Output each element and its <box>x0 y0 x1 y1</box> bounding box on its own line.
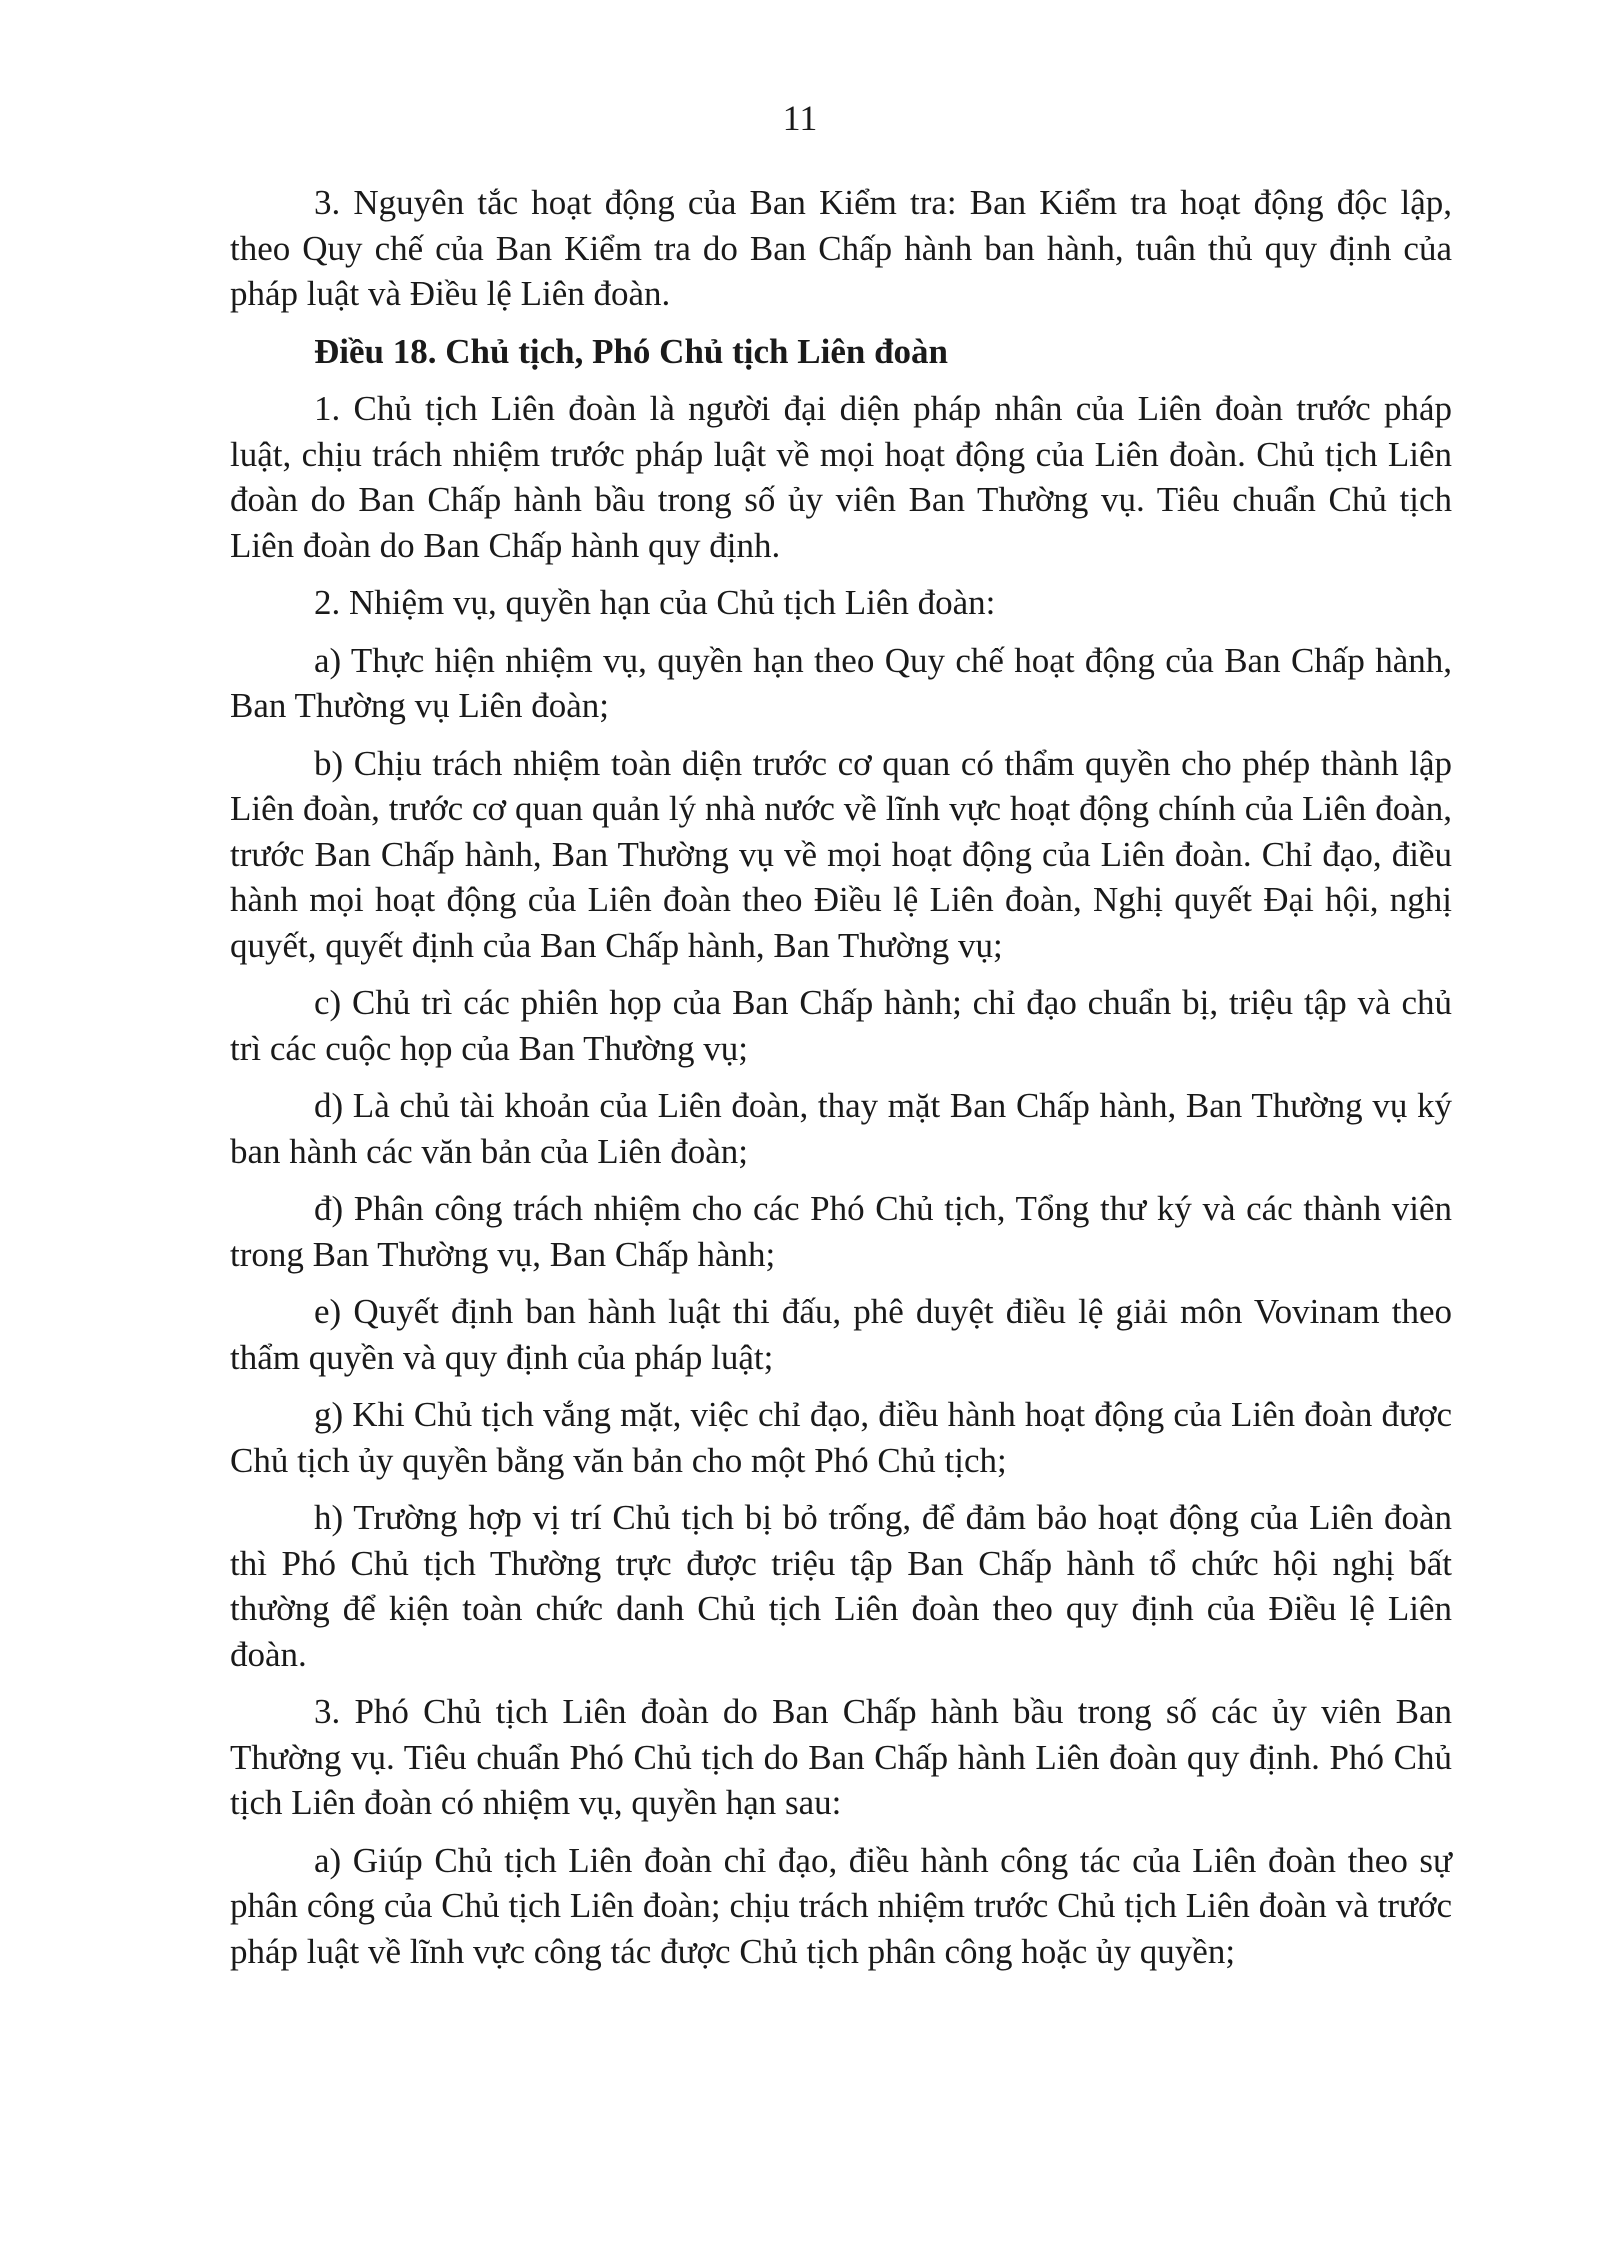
paragraph-vice-president: 3. Phó Chủ tịch Liên đoàn do Ban Chấp hành bầu trong số các ủy viên Ban Thường vụ. Tiêu chuẩn Phó Chủ tịch do Ban Chấp hành Liên đoàn quy định. Phó Chủ tịch Liên đoàn có nhiệm vụ, quyền hạn sau: <box>230 1692 1452 1822</box>
list-item-h: h) Trường hợp vị trí Chủ tịch bị bỏ trống, để đảm bảo hoạt động của Liên đoàn thì Phó Chủ tịch Thường trực được triệu tập Ban Chấp hành tổ chức hội nghị bất thường để kiện toàn chức danh Chủ tịch Liên đoàn theo quy định của Điều lệ Liên đoàn. <box>230 1498 1452 1674</box>
list-item-b: b) Chịu trách nhiệm toàn diện trước cơ quan có thẩm quyền cho phép thành lập Liên đoàn, trước cơ quan quản lý nhà nước về lĩnh vực hoạt động chính của Liên đoàn, trước Ban Chấp hành, Ban Thường vụ về mọi hoạt động của Liên đoàn. Chỉ đạo, điều hành mọi hoạt động của Liên đoàn theo Điều lệ Liên đoàn, Nghị quyết Đại hội, nghị quyết, quyết định của Ban Chấp hành, Ban Thường vụ; <box>230 743 1452 965</box>
list-item-d: d) Là chủ tài khoản của Liên đoàn, thay mặt Ban Chấp hành, Ban Thường vụ ký ban hành các văn bản của Liên đoàn; <box>230 1086 1452 1171</box>
paragraph-president-definition: 1. Chủ tịch Liên đoàn là người đại diện pháp nhân của Liên đoàn trước pháp luật, chịu trách nhiệm trước pháp luật về mọi hoạt động của Liên đoàn. Chủ tịch Liên đoàn do Ban Chấp hành bầu trong số ủy viên Ban Thường vụ. Tiêu chuẩn Chủ tịch Liên đoàn do Ban Chấp hành quy định. <box>230 389 1452 565</box>
list-item-dd: đ) Phân công trách nhiệm cho các Phó Chủ tịch, Tổng thư ký và các thành viên trong Ban Thường vụ, Ban Chấp hành; <box>230 1189 1452 1274</box>
paragraph-inspection-principles: 3. Nguyên tắc hoạt động của Ban Kiểm tra: Ban Kiểm tra hoạt động độc lập, theo Quy chế của Ban Kiểm tra do Ban Chấp hành ban hành, tuân thủ quy định của pháp luật và Điều lệ Liên đoàn. <box>230 183 1452 313</box>
list-item-c: c) Chủ trì các phiên họp của Ban Chấp hành; chỉ đạo chuẩn bị, triệu tập và chủ trì các cuộc họp của Ban Thường vụ; <box>230 983 1452 1068</box>
document-body <box>230 180 1452 1986</box>
list-item-g: g) Khi Chủ tịch vắng mặt, việc chỉ đạo, điều hành hoạt động của Liên đoàn được Chủ tịch ủy quyền bằng văn bản cho một Phó Chủ tịch; <box>230 1395 1452 1480</box>
page-number: 11 <box>782 98 818 138</box>
paragraph-president-duties-intro: 2. Nhiệm vụ, quyền hạn của Chủ tịch Liên đoàn: <box>314 583 996 622</box>
list-item-e: e) Quyết định ban hành luật thi đấu, phê duyệt điều lệ giải môn Vovinam theo thẩm quyền và quy định của pháp luật; <box>230 1292 1452 1377</box>
vice-president-item-a: a) Giúp Chủ tịch Liên đoàn chỉ đạo, điều hành công tác của Liên đoàn theo sự phân công của Chủ tịch Liên đoàn; chịu trách nhiệm trước Chủ tịch Liên đoàn và trước pháp luật về lĩnh vực công tác được Chủ tịch phân công hoặc ủy quyền; <box>230 1840 1452 1971</box>
article-18-heading: Điều 18. Chủ tịch, Phó Chủ tịch Liên đoàn <box>314 331 949 371</box>
list-item-a: a) Thực hiện nhiệm vụ, quyền hạn theo Quy chế hoạt động của Ban Chấp hành, Ban Thường vụ Liên đoàn; <box>230 640 1452 725</box>
